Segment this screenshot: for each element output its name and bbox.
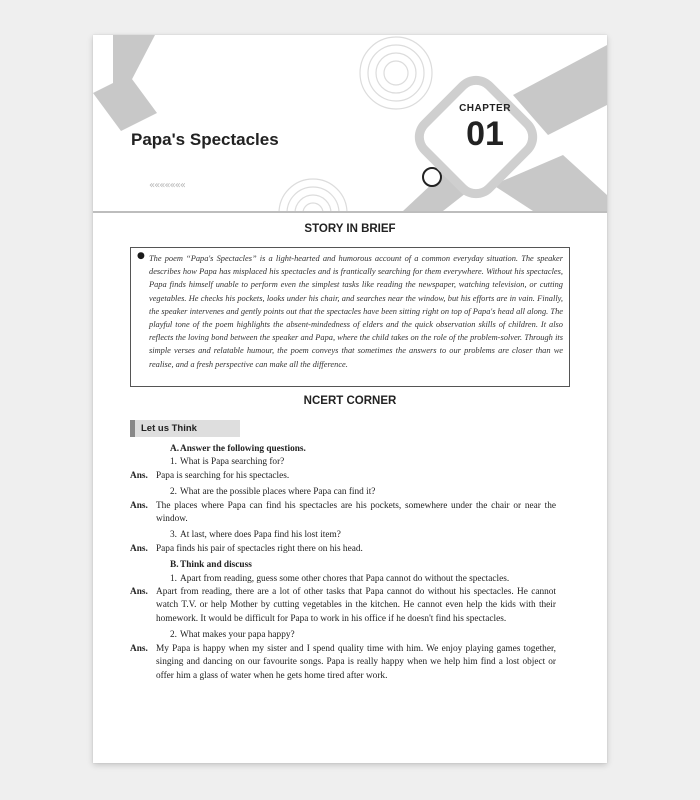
answer-label: Ans. <box>130 543 148 554</box>
question-row <box>130 456 556 469</box>
section-label: A. <box>170 444 180 454</box>
question-text: At last, where does Papa find his lost item? <box>180 530 341 541</box>
story-in-brief-heading: STORY IN BRIEF <box>304 223 396 235</box>
question-answer-list <box>130 443 556 683</box>
question-text: What are the possible places where Papa can find it? <box>180 487 376 498</box>
question-number: 3. <box>170 530 177 541</box>
question-number: 2. <box>170 487 177 498</box>
story-summary-box <box>130 247 570 387</box>
answer-label: Ans. <box>130 470 148 481</box>
section-title: Answer the following questions. <box>180 444 306 454</box>
answer-row <box>130 586 556 626</box>
question-number: 1. <box>170 573 177 584</box>
answer-row <box>130 643 556 683</box>
chapter-header <box>93 35 607 213</box>
chapter-number: 01 <box>466 115 504 153</box>
section-title: Think and discuss <box>180 560 252 571</box>
section-a-heading <box>130 443 556 456</box>
page-title: Papa's Spectacles <box>131 130 279 149</box>
question-row <box>130 486 556 499</box>
answer-row <box>130 470 556 483</box>
section-label: B. <box>170 560 179 571</box>
answer-label: Ans. <box>130 587 148 598</box>
question-text: What is Papa searching for? <box>180 457 285 468</box>
answer-row <box>130 500 556 527</box>
question-text: What makes your papa happy? <box>180 630 295 641</box>
chapter-indicator <box>435 103 535 152</box>
answer-text: Papa finds his pair of spectacles right there on his head. <box>156 543 363 554</box>
question-row <box>130 529 556 542</box>
question-row <box>130 629 556 642</box>
answer-text: My Papa is happy when my sister and I spend quality time with him. We enjoy playing games together, singing and dancing on our favourite songs. Papa is really happy when we help him find a lost object or offer him a glass of water when he gets home tired after work. <box>156 643 556 681</box>
answer-label: Ans. <box>130 500 148 511</box>
bullet-icon: ● <box>137 251 145 261</box>
story-summary-text: The poem “Papa's Spectacles” is a light-hearted and humorous account of a common everyday situation. The speaker describes how Papa has misplaced his spectacles and is frantically searching for them everywhere. Without his spectacles, Papa finds himself unable to perform even the simplest tasks like reading the newspaper, watching television, or cutting vegetables. He checks his pockets, looks under his chair, and searches near the window, but his efforts are in vain. Finally, the speaker intervenes and gently points out that the spectacles have been sitting right on top of Papa's head all along. The playful tone of the poem highlights the absent-mindedness of elders and the quick observation skills of children. It also reflects the loving bond between the speaker and Papa, where the child takes on the role of the problem-solver. Through its simple verses and relatable humour, the poem conveys that sometimes the answers to our problems are closer than we realise, and a fresh perspective can make all the difference. <box>149 254 563 369</box>
question-text: Apart from reading, guess some other chores that Papa cannot do without the spectacles. <box>180 573 510 584</box>
answer-text: The places where Papa can find his spectacles are his pockets, somewhere under the chair or near the window. <box>156 500 556 525</box>
section-b-heading <box>130 559 556 572</box>
question-row <box>130 573 556 586</box>
left-arrows-icon: ««««««« <box>149 180 185 191</box>
answer-text: Apart from reading, there are a lot of other tasks that Papa cannot do without his spectacles. He cannot watch T.V. or help Mother by cutting vegetables in the kitchen. He cannot even help the kids with their homework. It would be difficult for Papa to work in his office if he doesn't find his spectacles. <box>156 587 556 624</box>
answer-row <box>130 543 556 556</box>
let-us-think-subheading: Let us Think <box>130 420 240 437</box>
question-number: 1. <box>170 457 177 468</box>
ncert-corner-heading: NCERT CORNER <box>303 395 397 407</box>
book-page <box>93 35 607 763</box>
chapter-label: CHAPTER <box>459 103 511 114</box>
question-number: 2. <box>170 630 177 641</box>
header-divider <box>93 211 607 213</box>
answer-label: Ans. <box>130 643 148 654</box>
answer-text: Papa is searching for his spectacles. <box>156 470 290 481</box>
